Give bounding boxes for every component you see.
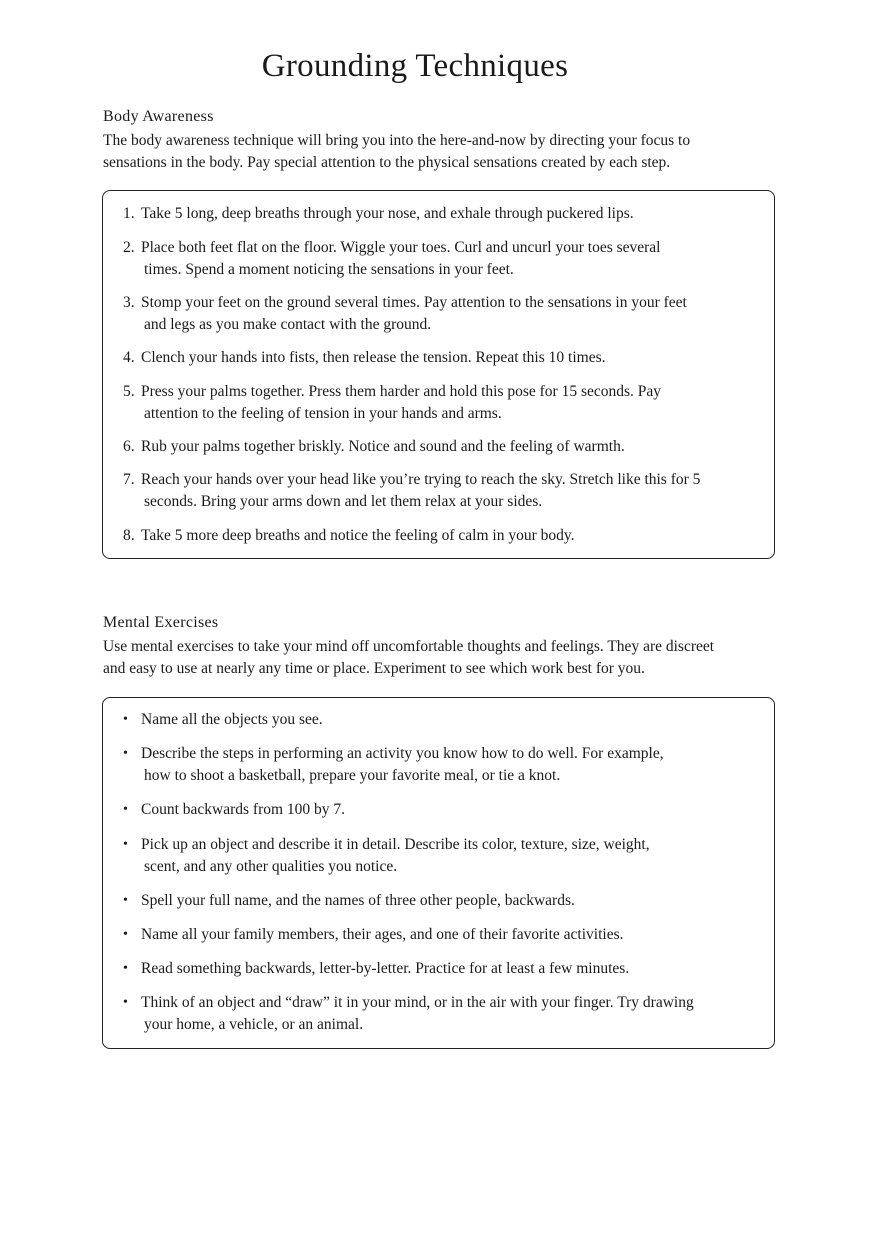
bullet-icon: • [123,802,128,817]
exercise-item-4 [123,834,743,878]
step-item-1 [123,203,743,225]
step-item-6 [123,436,743,458]
exercise-text: Read something backwards, letter-by-letter. Practice for at least a few minutes. [141,960,630,977]
step-item-5 [123,381,743,425]
body-awareness-intro: The body awareness technique will bring you into the here-and-now by directing your focus to sensations in the body. Pay special attention to the physical sensations created by each step. [103,132,691,171]
step-number: 2. [123,239,135,256]
exercise-text-continued: your home, a vehicle, or an animal. [144,1016,364,1033]
exercise-text: Name all your family members, their ages, and one of their favorite activities. [141,926,624,943]
exercise-text: Think of an object and “draw” it in your mind, or in the air with your finger. Try drawing [141,994,694,1011]
step-text: Place both feet flat on the floor. Wiggle your toes. Curl and uncurl your toes several [141,239,661,256]
step-number: 3. [123,294,135,311]
exercise-item-3 [123,799,743,821]
bullet-icon: • [123,961,128,976]
exercise-item-1 [123,709,743,731]
exercise-item-8 [123,992,743,1036]
step-item-2 [123,237,743,281]
exercise-text-continued: how to shoot a basketball, prepare your favorite meal, or tie a knot. [144,767,561,784]
step-number: 1. [123,205,135,222]
exercise-item-2 [123,743,743,787]
step-item-4 [123,347,743,369]
step-text: Clench your hands into fists, then release the tension. Repeat this 10 times. [141,349,606,366]
bullet-icon: • [123,927,128,942]
step-number: 7. [123,471,135,488]
bullet-icon: • [123,712,128,727]
body-awareness-heading: Body Awareness [103,108,214,125]
step-text-continued: seconds. Bring your arms down and let them relax at your sides. [144,493,543,510]
step-text-continued: and legs as you make contact with the ground. [144,316,432,333]
step-text: Stomp your feet on the ground several times. Pay attention to the sensations in your feet [141,294,687,311]
bullet-icon: • [123,995,128,1010]
step-number: 8. [123,527,135,544]
exercise-text: Count backwards from 100 by 7. [141,801,346,818]
exercise-text: Describe the steps in performing an activity you know how to do well. For example, [141,745,664,762]
body-awareness-steps-box [102,190,775,559]
bullet-icon: • [123,746,128,761]
mental-exercises-box [102,697,775,1049]
mental-exercises-intro: Use mental exercises to take your mind off uncomfortable thoughts and feelings. They are discreet and easy to use at nearly any time or place. Experiment to see which work best for you. [103,638,715,677]
bullet-icon: • [123,893,128,908]
exercise-text: Pick up an object and describe it in detail. Describe its color, texture, size, weight, [141,836,650,853]
step-number: 5. [123,383,135,400]
step-item-7 [123,469,743,513]
exercise-item-5 [123,890,743,912]
step-item-8 [123,525,743,547]
exercise-item-6 [123,924,743,946]
exercise-item-7 [123,958,743,980]
exercise-text: Name all the objects you see. [141,711,323,728]
step-text-continued: attention to the feeling of tension in your hands and arms. [144,405,502,422]
step-text: Rub your palms together briskly. Notice and sound and the feeling of warmth. [141,438,625,455]
step-text: Take 5 more deep breaths and notice the feeling of calm in your body. [141,527,575,544]
mental-exercises-heading: Mental Exercises [103,614,219,631]
bullet-icon: • [123,837,128,852]
step-number: 6. [123,438,135,455]
page-title: Grounding Techniques [261,48,569,84]
step-text: Reach your hands over your head like you’re trying to reach the sky. Stretch like this for 5 [141,471,701,488]
step-number: 4. [123,349,135,366]
step-item-3 [123,292,743,336]
step-text: Take 5 long, deep breaths through your nose, and exhale through puckered lips. [141,205,634,222]
step-text: Press your palms together. Press them harder and hold this pose for 15 seconds. Pay [141,383,662,400]
step-text-continued: times. Spend a moment noticing the sensations in your feet. [144,261,514,278]
exercise-text: Spell your full name, and the names of three other people, backwards. [141,892,575,909]
exercise-text-continued: scent, and any other qualities you notice. [144,858,398,875]
